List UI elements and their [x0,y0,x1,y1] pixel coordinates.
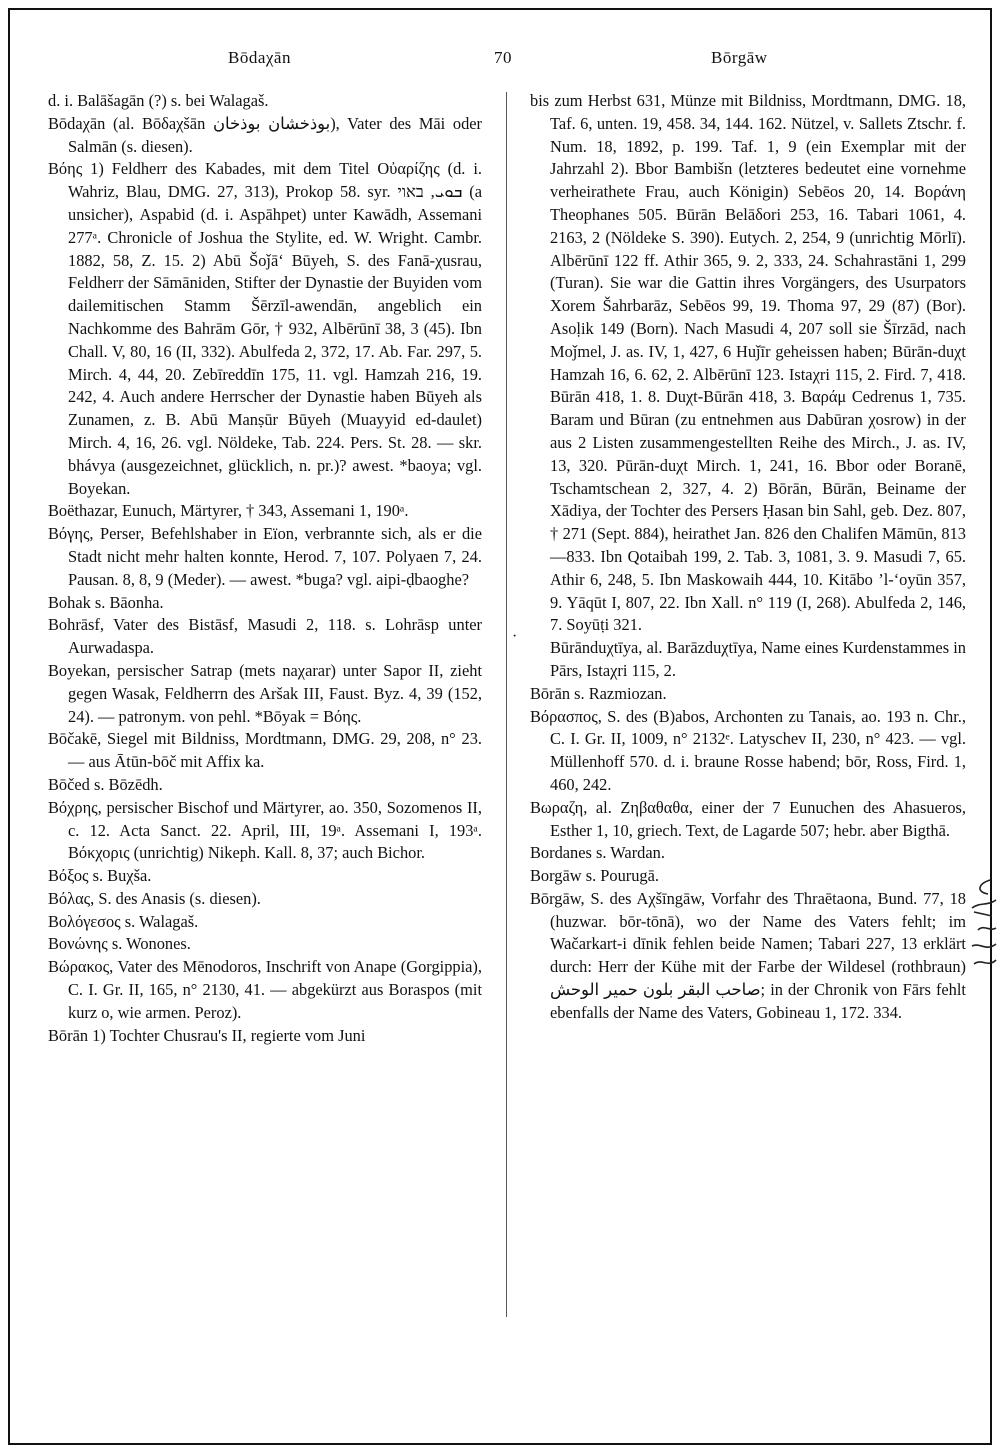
left-column [48,90,482,1047]
handwritten-margin-note-icon [968,872,998,972]
page-number: 70 [494,48,512,67]
running-head-right: Bōrgāw [711,48,768,67]
dictionary-entry: Βονώνης s. Wonones. [48,934,191,954]
column-divider [506,92,507,1317]
dictionary-entry: Βολόγεσος s. Walagaš. [48,911,199,931]
dictionary-entry: Bōčakē, Siegel mit Bildniss, Mordtmann, DMG. 29, 208, n° 23. — aus Ātūn-bōč mit Affix ka. [48,729,482,772]
dictionary-entry: Bōrān 1) Tochter Chusrau's II, regierte vom Juni [48,1025,366,1045]
dictionary-entry: Bōdaχān (al. Bōδaχšān بوذخشان بوذخان), Vater des Māi oder Salmān (s. diesen). [48,113,483,156]
dictionary-entry: Bohrāsf, Vater des Bistāsf, Masudi 2, 118. s. Lohrāsp unter Aurwadaspa. [48,615,482,658]
dictionary-entry: Βόχρης, persischer Bischof und Märtyrer, ao. 350, Sozomenos II, c. 12. Acta Sanct. 22. April, III, 19ᵃ. Assemani I, 193ᵃ. Βόκχορις (unrichtig) Nikeph. Kall. 8, 37; auch Bichor. [48,797,482,863]
right-column [530,90,966,1025]
dictionary-entry: Bordanes s. Wardan. [530,843,665,863]
dictionary-entry-continued: bis zum Herbst 631, Münze mit Bildniss, Mordtmann, DMG. 18, Taf. 6, unten. 19, 458. 34, 144. 162. Nützel, v. Sallets Ztschr. f. Num. 18, 1892, p. 199. Taf. 1, 9 (ein Exemplar mit der Jahrzahl 2). Bbor Bambišn (letzteres bedeutet eine vornehme verheirathete Frau, auch Königin) Sebēos 20, 14. Βοράνη Theophanes 505. Būrān Belāδori 253, 16. Tabari 1061, 4. 2163, 2 (Nöldeke S. 390). Eutych. 2, 254, 9 (unrichtig Mōrlī). Albērūnī 122 ff. Athir 365, 9. 2, 333, 24. Schahrastāni 1, 299 (Turan). Sie war die Gattin ihres Vorgängers, des Usurpators Xorem Šahrbarāz, Sebēos 99, 19. Thoma 97, 29 (87) (Bor). Asoḷik 149 (Born). Nach Masudi 4, 207 soll sie Šīrzād, nach Moǰmel, J. as. IV, 1, 427, 6 Huǰīr geheissen haben; Būrān-duχt Hamzah 16, 6. 62, 2. Albērūnī 123. Istaχri 115, 2. Fird. 7, 418. Būrān 418, 1. 8. Duχt-Būrān 418, 3. Βαράμ Cedrenus 1, 735. Baram und Būran (zu entnehmen aus Dabūran χosrow) in der aus 2 Listen zusammengestellten Reihe des Mirch., J. as. IV, 13, 320. Pūrān-duχt Mirch. 1, 241, 16. Bbor oder Boranē, Tschamtschean 2, 327, 4. 2) Bōrān, Būrān, Beiname der Xādiya, der Tochter des Persers Ḥasan bin Sahl, geb. Dez. 807, † 271 (Sept. 884), heirathet Jan. 826 den Chalifen Māmūn, 813—833. Ibn Qotaibah 199, 2. Tab. 3, 1081, 3. 9. Masudi 7, 65. Athir 6, 248, 5. Ibn Maskowaih 444, 10. Kitābo ’l-‘oyūn 357, 9. Yāqūt I, 807, 22. Ibn Xall. n° 119 (I, 268). Abulfeda 2, 146, 7. Soyūṭi 321. [530,91,966,635]
dictionary-entry: Βόρασπος, S. des (B)abos, Archonten zu Tanais, ao. 193 n. Chr., C. I. Gr. II, 1009, n° 2132ᵉ. Latyschev II, 230, n° 423. — vgl. Müllenhoff 570. d. i. braune Rosse habend; bōr, Ross, Fird. 1, 460, 242. [530,706,966,794]
running-head-left: Bōdaχān [228,48,291,67]
margin-dot: · [512,628,518,645]
dictionary-entry: Bohak s. Bāonha. [48,592,164,612]
dictionary-entry: Βόξος s. Buχša. [48,866,152,886]
dictionary-entry: d. i. Balāšagān (?) s. bei Walagaš. [48,91,269,110]
dictionary-entry: Boëthazar, Eunuch, Märtyrer, † 343, Assemani 1, 190ᵃ. [48,501,409,521]
dictionary-entry: Bōčed s. Bōzēdh. [48,774,163,794]
dictionary-entry: Βώρακος, Vater des Mēnodoros, Inschrift von Anape (Gorgippia), C. I. Gr. II, 165, n° 2130, 41. — abgekürzt aus Boraspos (mit kurz o, wie armen. Peroz). [48,957,482,1022]
dictionary-entry: Βόης 1) Feldherr des Kabades, mit dem Titel Οὐαρίζης (d. i. Wahriz, Blau, DMG. 27, 313), Prokop 58. syr. ܒܘܝ, באוי (a unsicher), Aspabid (d. i. Aspāhpet) unter Kawādh, Assemani 277ᵃ. Chronicle of Joshua the Stylite, ed. W. Wright. Cambr. 1882, 58, Z. 15. 2) Abū Šoǰā‘ Būyeh, S. des Fanā-χusrau, Feldherr der Sāmāniden, Stifter der Dynastie der Buyiden vom dailemitischen Stamm Šērzīl-awendān, angeblich ein Nachkomme des Bahrām Gōr, † 932, Albērūnī 38, 3 (45). Ibn Chall. V, 80, 16 (II, 332). Abulfeda 2, 372, 17. Ab. Far. 297, 5. Mirch. 4, 44, 20. Zebīreddīn 175, 11. vgl. Hamzah 216, 19. 242, 4. Auch andere Herrscher der Dynastie haben Būyeh als Zunamen, z. B. Abū Manṣūr Būyeh (Muayyid ed-daulet) Mirch. 4, 16, 26. vgl. Nöldeke, Tab. 224. Pers. St. 28. — skr. bhávya (ausgezeichnet, glücklich, n. pr.)? awest. *baoya; vgl. Boyekan. [48,159,482,498]
dictionary-entry: Borgāw s. Pourugā. [530,866,659,886]
dictionary-entry: Bōrān s. Razmiozan. [530,683,667,703]
dictionary-entry: Βόγης, Perser, Befehlshaber in Eïon, verbrannte sich, als er die Stadt nicht mehr halten konnte, Herod. 7, 107. Polyaen 7, 24. Pausan. 8, 8, 9 (Meder). — awest. *buga? vgl. aipi-ḍbaoghe? [48,524,482,589]
dictionary-entry: Boyekan, persischer Satrap (mets naχarar) unter Sapor II, zieht gegen Wasak, Feldherrn des Aršak III, Faust. Byz. 4, 39 (152, 24). — patronym. von pehl. *Bōyak = Βόης. [48,660,482,726]
dictionary-entry: Būrānduχtīya, al. Barāzduχtīya, Name eines Kurdenstammes in Pārs, Istaχri 115, 2. [550,638,966,680]
dictionary-entry: Βωραζη, al. Ζηβαθαθα, einer der 7 Eunuchen des Ahasueros, Esther 1, 10, griech. Text, de Lagarde 507; hebr. aber Bigthā. [530,797,966,840]
dictionary-entry: Βόλας, S. des Anasis (s. diesen). [48,888,261,908]
dictionary-entry: Bōrgāw, S. des Aχšīngāw, Vorfahr des Thraētaona, Bund. 77, 18 (huzwar. bōr-tōnā), wo der Name des Vaters fehlt; im Wačarkart-i dīnik fehlen beide Namen; Tabari 227, 13 erklärt durch: Herr der Kühe mit der Farbe der Wildesel (rothbraun) صاحب البقر بلون حمير الوحش; in der Chronik von Fārs fehlt ebenfalls der Name des Vaters, Gobineau 1, 172. 334. [530,888,966,1022]
